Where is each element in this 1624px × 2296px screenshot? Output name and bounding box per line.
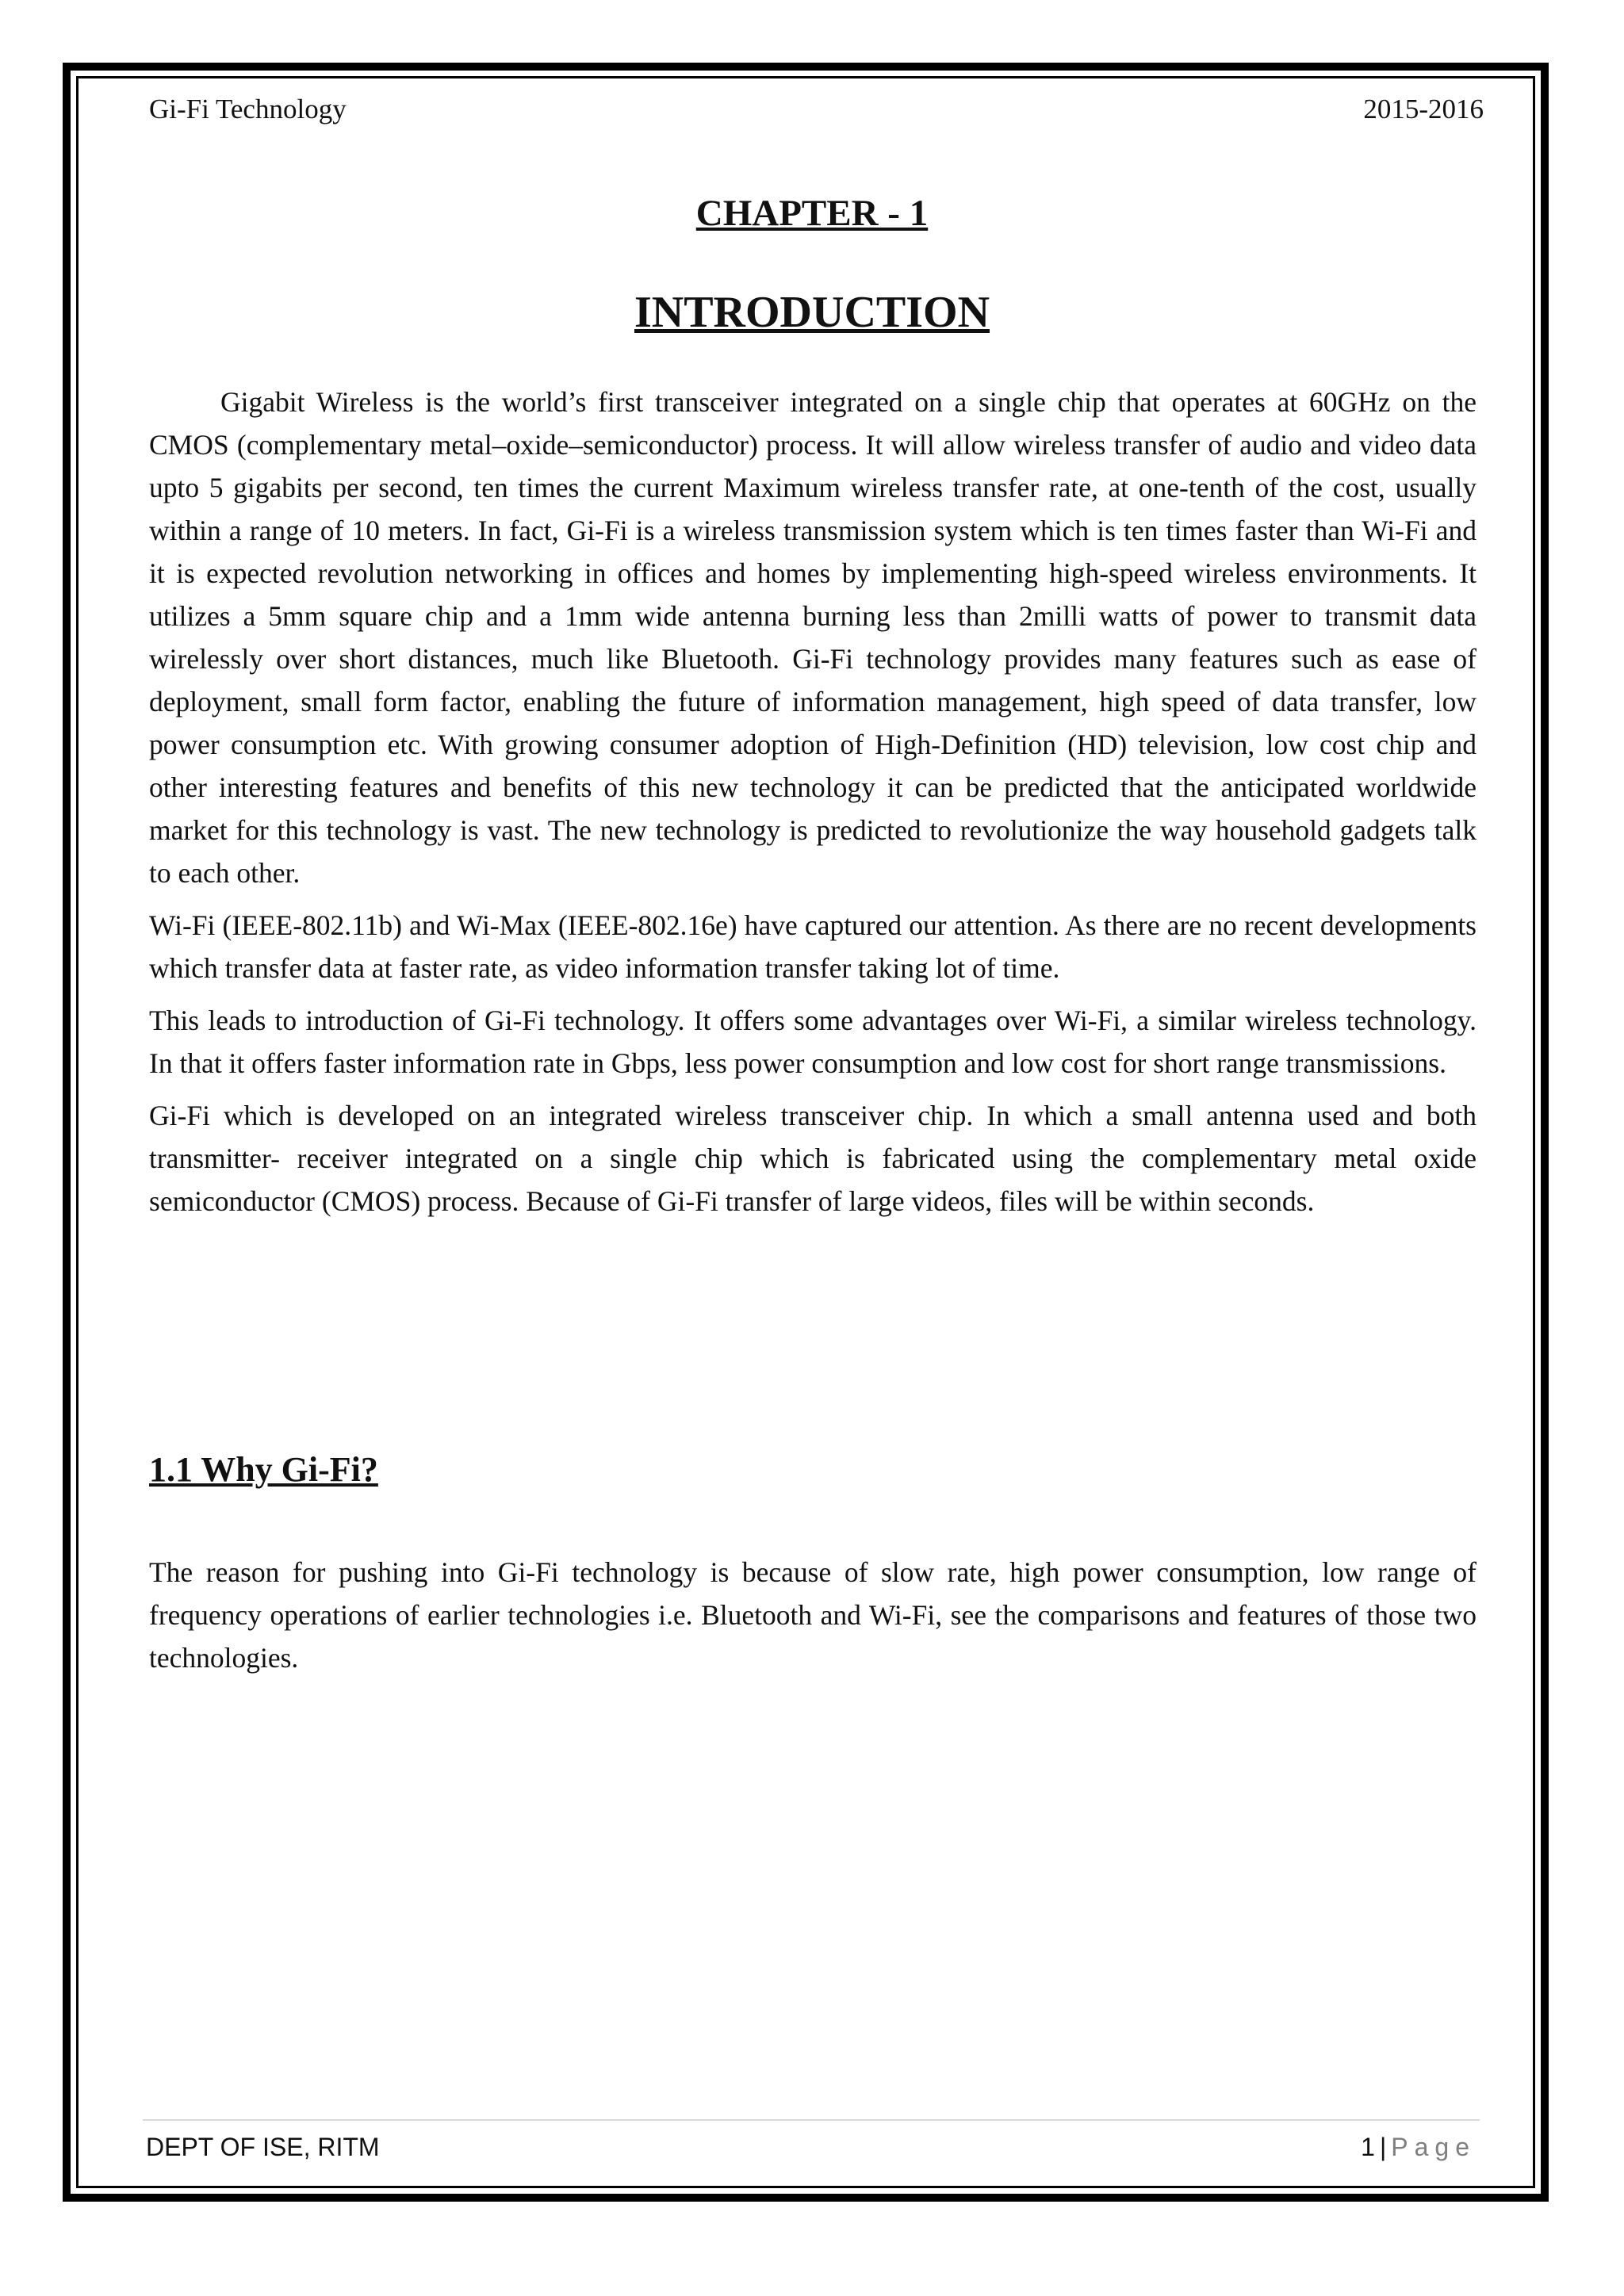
footer-department: DEPT OF ISE, RITM: [146, 2133, 380, 2161]
page-number: 1: [1361, 2133, 1375, 2161]
running-header-year: 2015-2016: [1363, 94, 1484, 124]
paragraph: Gi-Fi which is developed on an integrated wireless transceiver chip. In which a small antenna used and both transmitter- receiver integrated on a single chip which is fabricated using the complementary metal oxide semiconductor (CMOS) process. Because of Gi-Fi transfer of large videos, files will be within seconds.: [149, 1100, 1477, 1217]
body-text: [149, 381, 1477, 1232]
footer-divider: [143, 2119, 1480, 2121]
footer-page-info: [1361, 2133, 1476, 2162]
paragraph: Wi-Fi (IEEE-802.11b) and Wi-Max (IEEE-802.16e) have captured our attention. As there are no recent developments which transfer data at faster rate, as video information transfer taking lot of time.: [149, 909, 1477, 984]
section-paragraph: The reason for pushing into Gi-Fi technology is because of slow rate, high power consumption, low range of frequency operations of earlier technologies i.e. Bluetooth and Wi-Fi, see the comparisons and features of those two technologies.: [149, 1556, 1477, 1674]
running-header-title: Gi-Fi Technology: [149, 94, 347, 124]
chapter-title: INTRODUCTION: [634, 288, 990, 337]
footer-separator: |: [1379, 2133, 1387, 2161]
paragraph: This leads to introduction of Gi-Fi technology. It offers some advantages over Wi-Fi, a similar wireless technology. In that it offers faster information rate in Gbps, less power consumption and low cost for short range transmissions.: [149, 1004, 1477, 1079]
section-heading: 1.1 Why Gi-Fi?: [149, 1450, 378, 1489]
chapter-label: CHAPTER - 1: [695, 193, 929, 234]
page-label: Page: [1391, 2133, 1476, 2161]
paragraph: Gigabit Wireless is the world’s first transceiver integrated on a single chip that operates at 60GHz on the CMOS (complementary metal–oxide–semiconductor) process. It will allow wireless transfer of audio and video data upto 5 gigabits per second, ten times the current Maximum wireless transfer rate, at one-tenth of the cost, usually within a range of 10 meters. In fact, Gi-Fi is a wireless transmission system which is ten times faster than Wi-Fi and it is expected revolution networking in offices and homes by implementing high-speed wireless environments. It utilizes a 5mm square chip and a 1mm wide antenna burning less than 2milli watts of power to transmit data wirelessly over short distances, much like Bluetooth. Gi-Fi technology provides many features such as ease of deployment, small form factor, enabling the future of information management, high speed of data transfer, low power consumption etc. With growing consumer adoption of High-Definition (HD) television, low cost chip and other interesting features and benefits of this new technology it can be predicted that the anticipated worldwide market for this technology is vast. The new technology is predicted to revolutionize the way household gadgets talk to each other.: [149, 386, 1477, 889]
